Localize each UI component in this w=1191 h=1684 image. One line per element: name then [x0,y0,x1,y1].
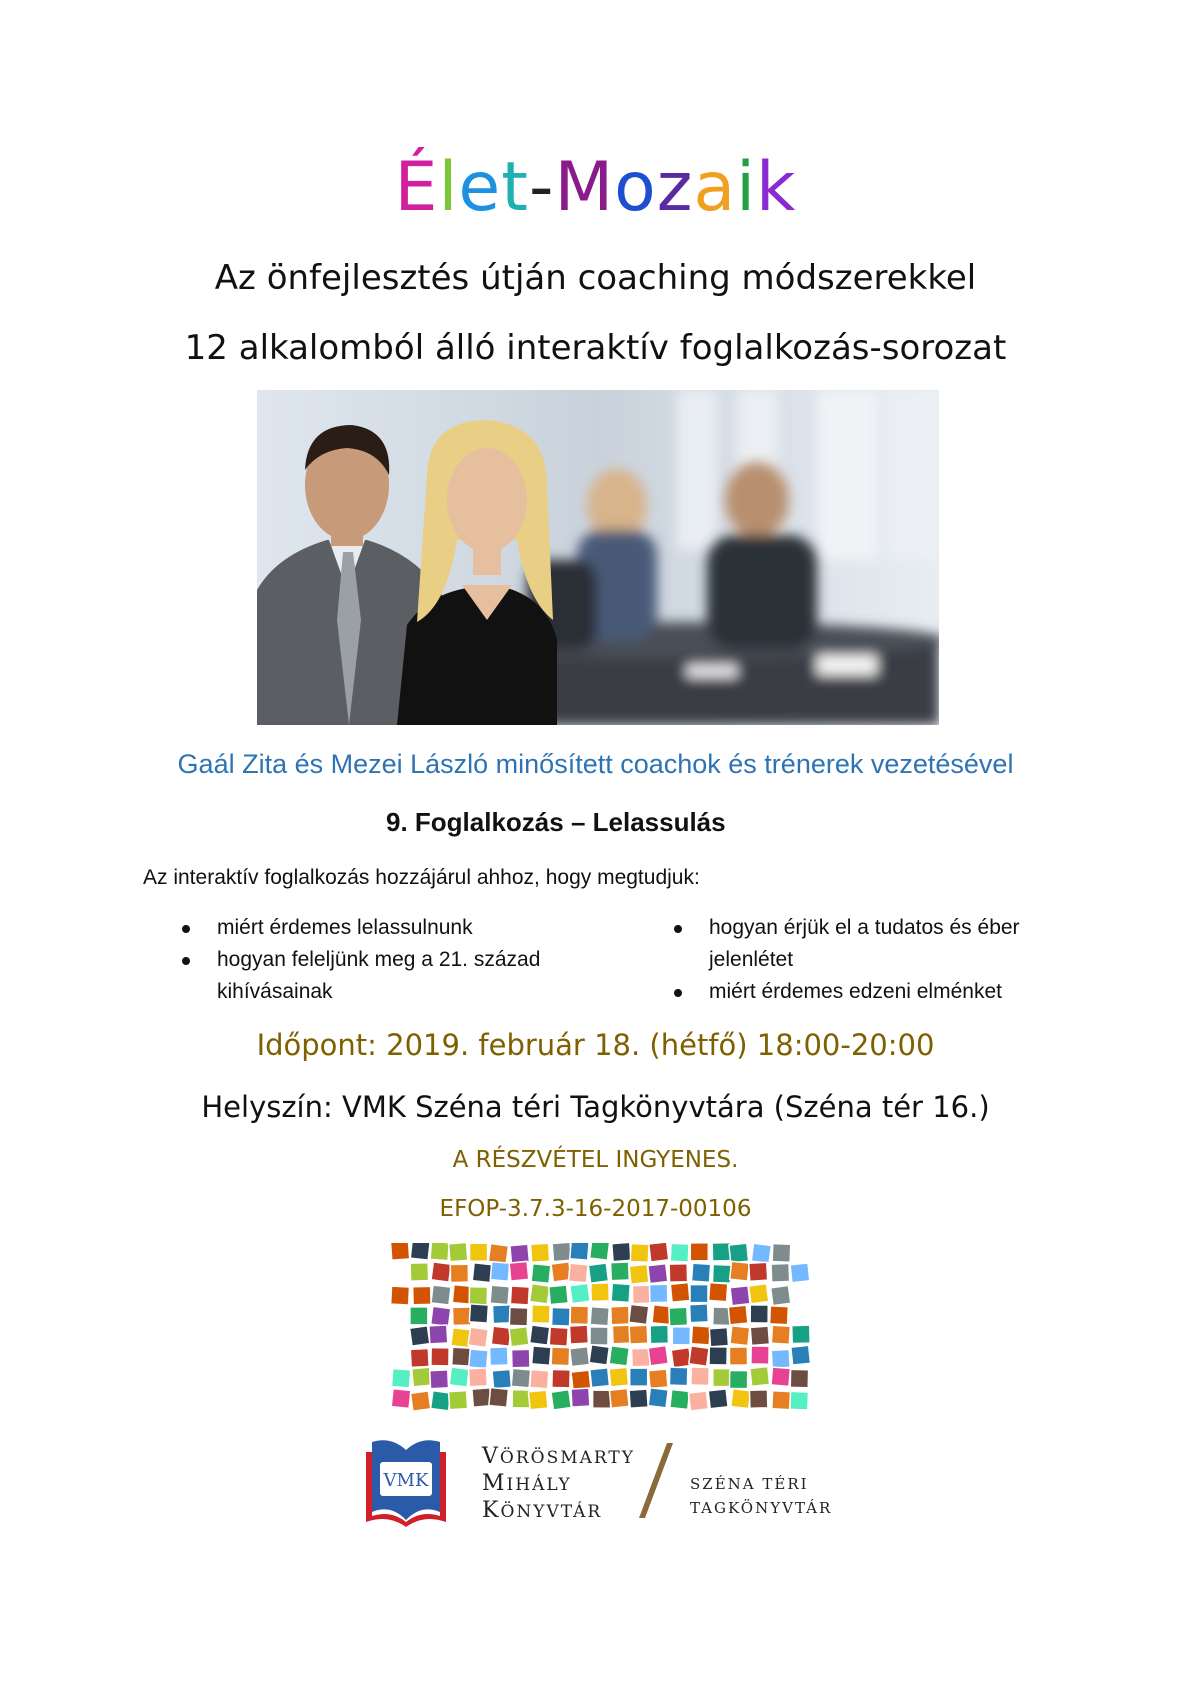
mosaic-tile [410,1263,429,1282]
mosaic-tile [629,1264,649,1284]
mosaic-tile [452,1347,471,1366]
mosaic-tile [391,1286,410,1305]
mosaic-tile [450,1264,468,1282]
logo-word: IHÁLY [506,1475,572,1495]
mosaic-tile [670,1243,689,1262]
mosaic-tile [591,1283,610,1302]
mosaic-tile [449,1391,468,1410]
mosaic-tile [531,1264,551,1284]
event-time: Időpont: 2019. február 18. (hétfő) 18:00-20:00 [256,1028,935,1062]
mosaic-tile [429,1325,448,1344]
mosaic-tile [490,1347,509,1366]
mosaic-tile [469,1349,488,1368]
mosaic-tile [590,1307,609,1326]
vmk-book-logo [366,1432,446,1527]
bullet-icon [182,925,190,933]
mosaic-tile [671,1348,691,1368]
mosaic-tile [750,1367,770,1387]
title-letter: a [693,148,737,227]
mosaic-tile [691,1367,709,1385]
poster-title [0,148,1191,227]
vmk-badge-text: VMK [383,1470,429,1491]
mosaic-tile [708,1389,728,1409]
branch-library-name [690,1472,832,1520]
list-item [182,944,602,1008]
mosaic-tile [691,1326,710,1345]
mosaic-tile [750,1326,769,1345]
coach-names: Gaál Zita és Mezei László minősített coachok és trénerek vezetésével [177,749,1014,779]
mosaic-tile [629,1304,649,1324]
branch-line-1: SZÉNA TÉRI [690,1475,809,1493]
mosaic-tile [690,1285,708,1303]
title-letter: l [438,148,459,227]
subtitle-coaching: Az önfejlesztés útján coaching módszerekkel [214,258,977,298]
mosaic-tile [669,1307,688,1326]
mosaic-tile [551,1347,570,1366]
mosaic-tile [771,1325,790,1344]
title-letter: i [736,148,757,227]
mosaic-tile [549,1285,569,1305]
mosaic-tile [792,1325,810,1343]
mosaic-tile [590,1243,610,1260]
title-letter: e [458,148,502,227]
mosaic-tile [410,1307,428,1325]
bullet-icon [182,957,190,965]
mosaic-tile [431,1285,451,1305]
mosaic-tile [751,1346,769,1364]
mosaic-tile [730,1326,750,1346]
mosaic-tile [532,1346,551,1365]
mosaic-tile [689,1346,709,1366]
mosaic-tile [749,1390,767,1408]
mosaic-tile [750,1305,768,1323]
mosaic-tile [749,1284,769,1304]
mosaic-tile [690,1304,709,1323]
photo-mosaic-image [391,1243,811,1411]
mosaic-tile [629,1389,648,1408]
mosaic-tile [692,1263,711,1282]
title-letter: o [614,148,657,227]
mosaic-tile [509,1327,529,1347]
mosaic-tile [570,1283,590,1303]
list-item-text: miért érdemes edzeni elménket [709,980,1002,1003]
mosaic-tile [430,1370,449,1389]
mosaic-tile [713,1369,731,1387]
mosaic-tile [611,1262,630,1281]
mosaic-tile [649,1243,669,1262]
mosaic-tile [569,1325,588,1344]
session-title: 9. Foglalkozás – Lelassulás [386,807,726,837]
project-code: EFOP-3.7.3-16-2017-00106 [439,1196,752,1222]
mosaic-tile [530,1370,549,1389]
mosaic-tile [690,1243,708,1261]
mosaic-tile [630,1244,649,1263]
mosaic-tile [609,1388,629,1408]
mosaic-tile [772,1244,791,1263]
mosaic-tile [530,1284,550,1304]
mosaic-tile [611,1283,630,1302]
logo-letter: M [482,1471,507,1496]
mosaic-tile [632,1285,651,1304]
mosaic-tile [410,1391,430,1411]
mosaic-tile [612,1325,631,1344]
mosaic-tile [468,1327,488,1347]
mosaic-tile [771,1285,791,1305]
mosaic-tile [749,1262,768,1281]
mosaic-tile [590,1327,608,1345]
list-item-text: hogyan feleljünk meg a 21. század kihívásainak [217,948,541,1003]
mosaic-tile [552,1243,571,1262]
mosaic-tile [470,1243,488,1261]
mosaic-tile [730,1261,750,1281]
subtitle-series: 12 alkalomból álló interaktív foglalkozás-sorozat [184,328,1007,368]
mosaic-tile [531,1243,550,1262]
bullet-icon [674,989,682,997]
mosaic-tile [453,1307,471,1325]
mosaic-tile [489,1388,509,1408]
mosaic-tile [751,1243,771,1263]
mosaic-tile [630,1368,648,1386]
mosaic-tile [492,1305,511,1324]
mosaic-tile [629,1325,648,1344]
mosaic-tile [412,1367,432,1387]
slash-divider-icon [637,1443,677,1518]
mosaic-tile [593,1390,611,1408]
library-name [482,1444,635,1525]
mosaic-tile [731,1389,751,1409]
mosaic-tile [571,1370,591,1390]
mosaic-tile [570,1306,588,1324]
mosaic-tile [469,1304,488,1323]
mosaic-tile [632,1348,651,1367]
logo-letter: K [482,1498,501,1523]
mosaic-tile [729,1243,749,1263]
mosaic-tile [391,1369,410,1388]
mosaic-tile [410,1349,429,1368]
mosaic-tile [490,1285,509,1304]
mosaic-tile [431,1391,451,1411]
list-item-text: miért érdemes lelassulnunk [217,916,473,939]
mosaic-tile [413,1286,431,1304]
mosaic-tile [648,1346,668,1366]
mosaic-tile [512,1390,530,1408]
mosaic-tile [571,1388,590,1407]
topics-list-right [674,912,1054,1008]
mosaic-tile [469,1287,487,1305]
mosaic-tile [492,1369,511,1388]
mosaic-tile [688,1391,708,1411]
mosaic-tile [512,1349,530,1367]
mosaic-tile [729,1347,747,1365]
mosaic-tile [790,1263,810,1283]
mosaic-tile [490,1262,509,1281]
title-letter: k [756,148,797,227]
mosaic-tile [552,1308,571,1327]
mosaic-tile [410,1243,430,1260]
mosaic-tile [730,1371,748,1389]
mosaic-tile [590,1368,610,1388]
mosaic-tile [530,1325,550,1345]
mosaic-tile [728,1305,748,1325]
mosaic-tile [570,1347,590,1367]
mosaic-tile [709,1328,728,1347]
mosaic-tile [488,1244,508,1264]
mosaic-tile [648,1264,668,1284]
mosaic-tile [612,1243,631,1262]
title-letter: z [656,148,694,227]
mosaic-tile [468,1368,487,1387]
mosaic-tile [771,1349,790,1368]
mosaic-tile [670,1283,690,1303]
mosaic-tile [712,1265,731,1284]
mosaic-tile [552,1369,570,1387]
mosaic-tile [410,1326,430,1346]
mosaic-tile [449,1243,468,1262]
mosaic-tile [772,1391,791,1410]
mosaic-tile [790,1391,809,1410]
logo-word: ÖNYVTÁR [500,1502,603,1522]
mosaic-tile [532,1305,550,1323]
mosaic-tile [649,1284,667,1302]
mosaic-tile [648,1369,668,1389]
mosaic-tile [791,1345,811,1365]
mosaic-tile [670,1390,690,1410]
mosaic-tile [790,1369,808,1387]
mosaic-tile [611,1306,630,1325]
mosaic-tile [391,1389,411,1409]
mosaic-tile [528,1390,548,1410]
title-letter: M [554,148,615,227]
mosaic-tile [551,1390,571,1410]
list-item-text: hogyan érjük el a tudatos és éber jelenlétet [709,916,1020,971]
bullet-icon [674,925,682,933]
mosaic-tile [650,1325,668,1343]
mosaic-tile [730,1286,750,1306]
mosaic-tile [712,1243,730,1261]
list-item [674,912,1054,976]
mosaic-tile [431,1262,451,1282]
mosaic-tile [588,1263,608,1283]
mosaic-tile [510,1286,529,1305]
list-item [674,976,1054,1008]
mosaic-tile [669,1367,687,1385]
mosaic-tile [509,1307,528,1326]
mosaic-tile [472,1263,492,1283]
mosaic-tile [589,1345,609,1365]
title-letter: t [501,148,529,227]
list-item [182,912,602,944]
mosaic-tile [430,1243,449,1261]
mosaic-tile [609,1346,629,1366]
branch-line-2: TAGKÖNYVTÁR [690,1499,833,1517]
mosaic-tile [511,1368,531,1388]
topics-list-left [182,912,602,1008]
title-letter: - [528,148,555,227]
mosaic-tile [771,1367,790,1386]
logo-letter: V [482,1444,500,1469]
mosaic-tile [431,1348,449,1366]
business-team-photo [257,390,939,725]
event-place: Helyszín: VMK Széna téri Tagkönyvtára (Széna tér 16.) [201,1090,990,1124]
mosaic-tile [568,1263,588,1283]
title-letter: É [394,148,439,227]
mosaic-tile [391,1243,410,1260]
mosaic-tile [648,1388,668,1408]
mosaic-tile [709,1347,727,1365]
mosaic-tile [609,1367,629,1387]
mosaic-tile [570,1243,589,1260]
logo-word: ÖRÖSMARTY [499,1448,635,1468]
mosaic-tile [770,1306,789,1325]
mosaic-tile [669,1264,687,1282]
intro-text: Az interaktív foglalkozás hozzájárul ahhoz, hogy megtudjuk: [143,866,700,889]
mosaic-tile [509,1261,529,1281]
free-entry-note: A RÉSZVÉTEL INGYENES. [452,1147,739,1173]
mosaic-tile [709,1283,728,1302]
mosaic-tile [431,1306,451,1326]
mosaic-tile [771,1264,790,1283]
mosaic-tile [672,1327,690,1345]
mosaic-tile [491,1326,511,1346]
mosaic-tile [449,1367,469,1387]
mosaic-tile [549,1327,568,1346]
